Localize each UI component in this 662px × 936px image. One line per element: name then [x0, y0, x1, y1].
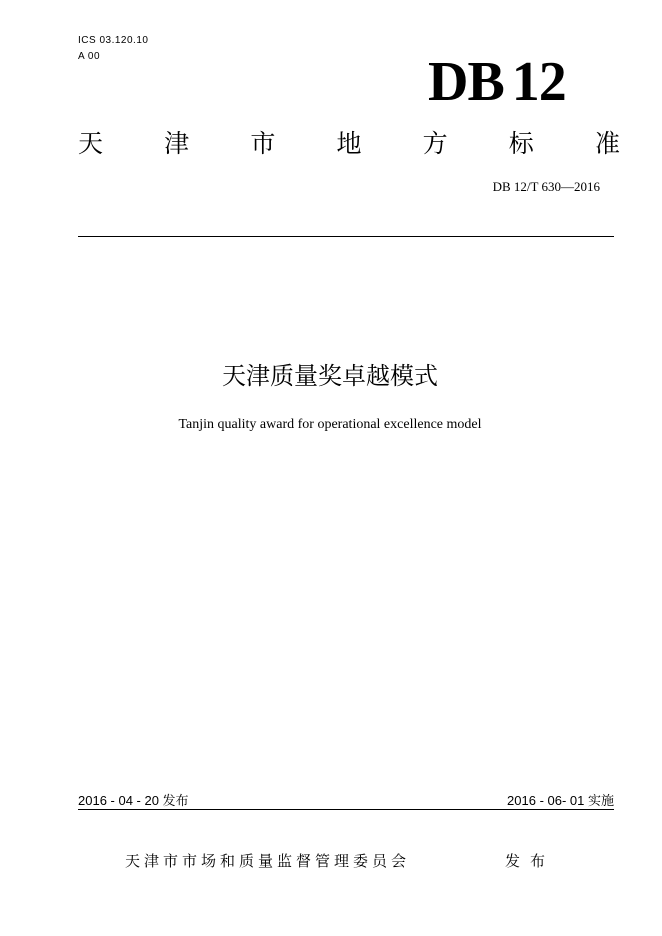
- standard-type-char: 市: [250, 129, 276, 158]
- publish-label: 发布: [505, 852, 556, 870]
- ccs-classification: A 00: [78, 51, 101, 62]
- standard-type-char: 津: [164, 129, 190, 158]
- standard-mark-region: 12: [511, 51, 566, 113]
- issue-date: 2016 - 04 - 20 发布: [78, 793, 189, 808]
- standard-type-char: 准: [594, 129, 620, 158]
- issuing-authority: 天津市市场和质量监督管理委员会: [125, 852, 411, 870]
- standard-type-char: 方: [422, 129, 448, 158]
- footer-divider: [78, 809, 614, 810]
- document-title-chinese: 天津质量奖卓越模式: [222, 362, 438, 390]
- ics-classification: ICS 03.120.10: [78, 35, 149, 46]
- document-title-english: Tanjin quality award for operational excellence model: [178, 417, 482, 432]
- standard-number: DB 12/T 630—2016: [492, 179, 600, 194]
- header-divider: [78, 236, 614, 237]
- standard-mark-prefix: DB: [428, 51, 504, 113]
- standard-type-heading: [78, 128, 620, 160]
- standard-type-char: 地: [336, 129, 362, 158]
- standard-mark: [428, 52, 598, 112]
- standard-type-char: 天: [78, 129, 104, 158]
- standard-type-char: 标: [508, 129, 534, 158]
- implementation-date: 2016 - 06- 01 实施: [507, 793, 614, 808]
